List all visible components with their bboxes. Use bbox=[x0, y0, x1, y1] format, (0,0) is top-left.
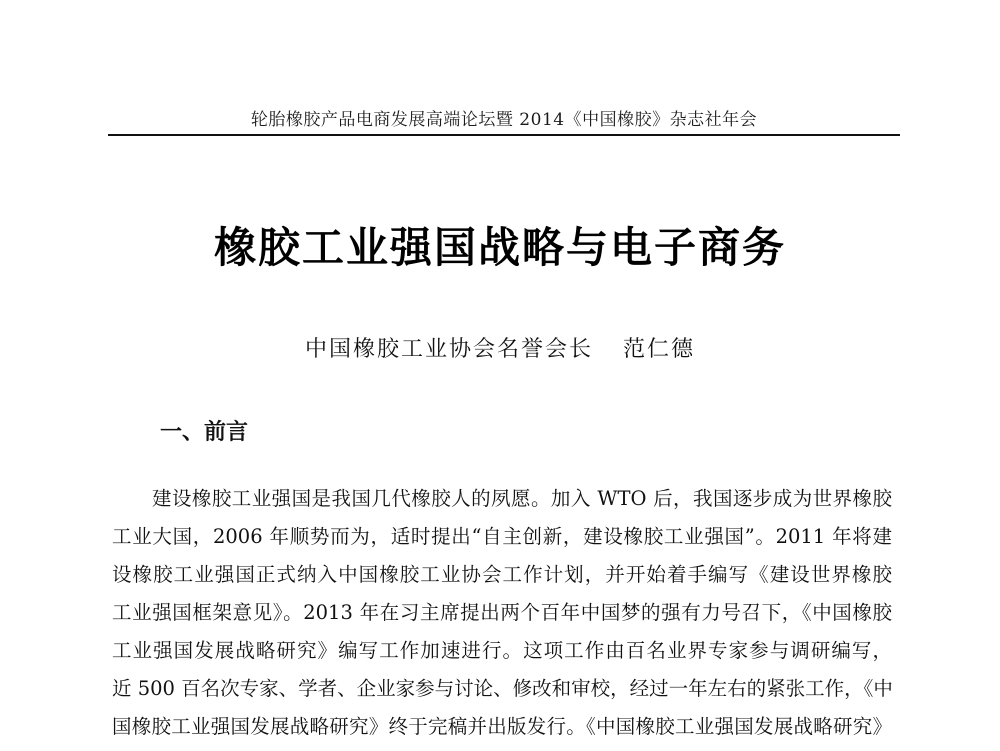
body-line: 近 500 百名次专家、学者、企业家参与讨论、修改和审校，经过一年左右的紧张工作，《中 bbox=[112, 677, 893, 700]
body-line: 工业强国发展战略研究》编写工作加速进行。这项工作由百名业界专家参与调研编写， bbox=[112, 639, 892, 662]
body-line: 设橡胶工业强国正式纳入中国橡胶工业协会工作计划，并开始着手编写《建设世界橡胶 bbox=[112, 563, 892, 586]
article-title: 橡胶工业强国战略与电子商务 bbox=[213, 223, 786, 272]
author-affiliation: 中国橡胶工业协会名誉会长 bbox=[304, 337, 593, 362]
running-header: 轮胎橡胶产品电商发展高端论坛暨 2014《中国橡胶》杂志社年会 bbox=[250, 110, 758, 130]
body-line: 工业强国框架意见》。2013 年在习主席提出两个百年中国梦的强有力号召下，《中国橡胶 bbox=[112, 601, 892, 624]
body-line: 国橡胶工业强国发展战略研究》终于完稿并出版发行。《中国橡胶工业强国发展战略研究》 bbox=[112, 715, 892, 738]
body-line: 工业大国，2006 年顺势而为，适时提出“自主创新，建设橡胶工业强国”。2011 年将建 bbox=[112, 525, 892, 548]
body-line: 建设橡胶工业强国是我国几代橡胶人的夙愿。加入 WTO 后，我国逐步成为世界橡胶 bbox=[152, 487, 892, 510]
body-paragraph bbox=[112, 480, 892, 746]
header-rule bbox=[108, 134, 900, 136]
section-heading: 一、前言 bbox=[160, 420, 249, 445]
author-line bbox=[0, 336, 1000, 364]
author-name: 范仁德 bbox=[623, 337, 696, 362]
